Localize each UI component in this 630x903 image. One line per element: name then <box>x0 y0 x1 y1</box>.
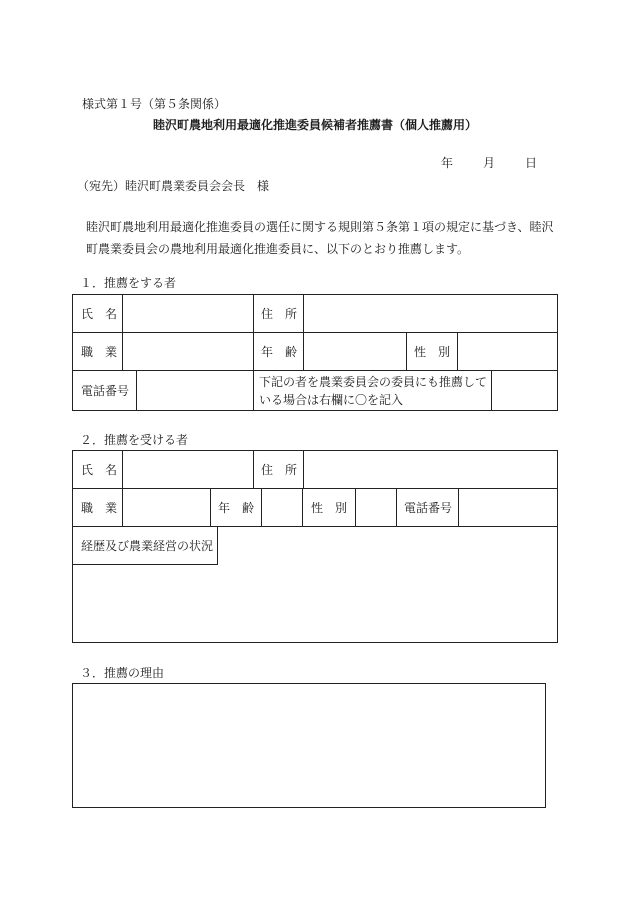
recommended-age-label: 年齢 <box>218 501 267 515</box>
section2-title: ２．推薦を受ける者 <box>80 433 189 447</box>
recommended-gender-label: 性別 <box>311 501 360 515</box>
recommender-age-label: 年齢 <box>261 345 310 359</box>
recommender-address-label: 住所 <box>261 307 310 321</box>
body-line-1: 睦沢町農地利用最適化推進委員の選任に関する規則第５条第１項の規定に基づき、睦沢 <box>86 220 554 234</box>
form-number: 様式第１号（第５条関係） <box>82 97 227 111</box>
form-title: 睦沢町農地利用最適化推進委員候補者推薦書（個人推薦用） <box>152 118 477 132</box>
section1-title: １．推薦をする者 <box>80 276 177 290</box>
committee-mark-field[interactable] <box>492 371 557 410</box>
recommender-name-label: 氏名 <box>81 307 130 321</box>
body-text <box>86 216 566 260</box>
body-line-2: 町農業委員会の農地利用最適化推進委員に、以下のとおり推薦します。 <box>86 242 470 256</box>
recommended-address-label: 住所 <box>261 463 310 477</box>
addressee: （宛先）睦沢町農業委員会会長 様 <box>77 179 270 193</box>
recommender-gender-label: 性別 <box>414 345 463 359</box>
date-year-label: 年 <box>441 156 454 170</box>
recommender-occupation-label: 職業 <box>81 345 130 359</box>
recommender-table <box>72 294 558 411</box>
section3-title: ３．推薦の理由 <box>80 666 165 680</box>
recommended-occupation-label: 職業 <box>81 501 130 515</box>
date-line <box>441 157 537 169</box>
career-label: 経歴及び農業経営の状況 <box>81 539 214 553</box>
date-day-label: 日 <box>525 156 538 170</box>
recommended-phone-label: 電話番号 <box>404 501 453 515</box>
recommended-person-table <box>72 450 558 643</box>
agricultural-committee-note: 下記の者を農業委員会の委員にも推薦している場合は右欄に〇を記入 <box>259 375 488 407</box>
recommender-phone-label: 電話番号 <box>81 384 130 398</box>
recommended-name-label: 氏名 <box>81 463 130 477</box>
reason-box[interactable] <box>72 683 546 808</box>
date-month-label: 月 <box>483 156 496 170</box>
